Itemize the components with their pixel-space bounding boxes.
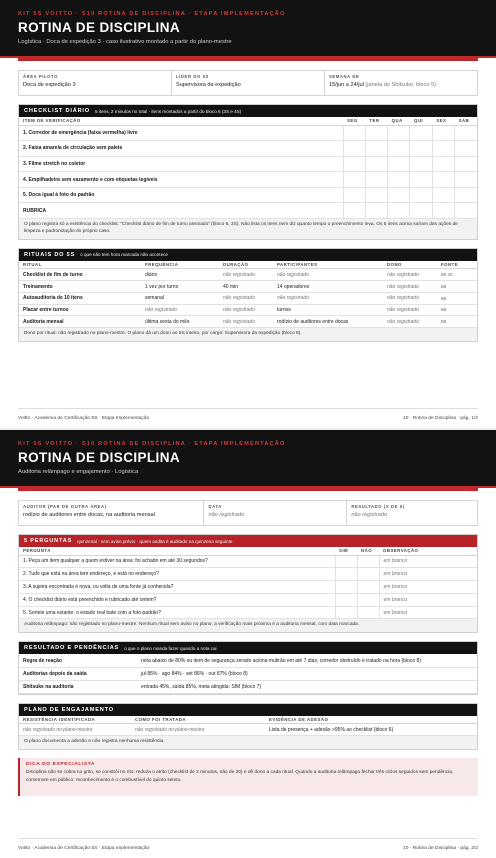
- ritual-participants: 14 operadores: [273, 281, 383, 293]
- check-cell[interactable]: [432, 187, 454, 203]
- check-cell[interactable]: [432, 141, 454, 157]
- meta-bar: [18, 70, 478, 96]
- result-key: Auditorias depois da saída: [19, 667, 137, 680]
- section-subtitle: o que não tem hora marcada não acontece: [80, 252, 168, 258]
- meta-value-main: 15/jun a 24/jul: [329, 82, 364, 88]
- results-section: [18, 641, 478, 695]
- page-title: ROTINA DE DISCIPLINA: [18, 450, 181, 465]
- table-row: [19, 724, 477, 736]
- col-header: SÁB: [455, 117, 477, 125]
- col-header: ITEM DE VERIFICAÇÃO: [19, 117, 343, 125]
- col-header: SEX: [432, 117, 454, 125]
- meta-label: AUDITOR (PAR DE OUTRA ÁREA): [23, 504, 107, 509]
- observation-cell[interactable]: em branco: [379, 568, 477, 581]
- evidence-cell: Lista de presença + adesão >95% ao checklist (bloco 6): [265, 724, 477, 736]
- ritual-frequency: última sexta do mês: [141, 316, 219, 328]
- check-cell[interactable]: [455, 187, 477, 203]
- table-row: [19, 141, 477, 157]
- check-cell[interactable]: [343, 172, 365, 188]
- page-footer: [18, 408, 478, 428]
- check-cell[interactable]: [388, 156, 410, 172]
- ritual-owner: não registrado: [383, 316, 437, 328]
- ritual-owner: não registrado: [383, 292, 437, 304]
- ritual-frequency: 1 vez por turno: [141, 281, 219, 293]
- ritual-duration: não registrado: [219, 292, 273, 304]
- ritual-source: B6 3S: [437, 269, 477, 281]
- check-cell[interactable]: [455, 141, 477, 157]
- ritual-duration: não registrado: [219, 316, 273, 328]
- meta-value: Supervisora da expedição: [176, 82, 241, 88]
- meta-value-extra: (janela do Shitsuke, bloco 5): [363, 82, 436, 88]
- check-cell[interactable]: [365, 203, 387, 219]
- rituals-section: [18, 248, 478, 342]
- check-cell[interactable]: [410, 172, 432, 188]
- col-header: RESISTÊNCIA IDENTIFICADA: [19, 716, 131, 724]
- question-text: 2. Tudo que está na área tem endereço, e está no endereço?: [19, 568, 335, 581]
- section-header: [19, 535, 477, 547]
- meta-date: [204, 501, 347, 525]
- result-value: jul 85% · ago 84% · set 86% · out 87% (bloco 8): [137, 667, 477, 680]
- table-row: [19, 304, 477, 316]
- check-cell[interactable]: [410, 156, 432, 172]
- check-cell[interactable]: [388, 141, 410, 157]
- ritual-name: Autoauditoria de 10 itens: [19, 292, 141, 304]
- check-cell[interactable]: [343, 156, 365, 172]
- check-cell[interactable]: [365, 187, 387, 203]
- kicker: KIT 5S VOITTO · S10 ROTINA DE DISCIPLINA · ETAPA IMPLEMENTAÇÃO: [18, 441, 286, 447]
- ritual-duration: 40 min: [219, 281, 273, 293]
- page-header: [0, 0, 496, 58]
- table-row: [19, 292, 477, 304]
- table-row: [19, 581, 477, 594]
- col-header: FONTE: [437, 261, 477, 269]
- col-header: DURAÇÃO: [219, 261, 273, 269]
- checklist-item: 3. Filme stretch no coletor: [19, 156, 343, 172]
- check-cell[interactable]: [388, 187, 410, 203]
- check-cell[interactable]: [455, 156, 477, 172]
- meta-label: RESULTADO (X DE 5): [351, 504, 405, 509]
- kicker: KIT 5S VOITTO · S10 ROTINA DE DISCIPLINA · ETAPA IMPLEMENTAÇÃO: [18, 11, 286, 17]
- no-cell[interactable]: [357, 555, 379, 568]
- observation-cell[interactable]: em branco: [379, 606, 477, 619]
- check-cell[interactable]: [365, 141, 387, 157]
- divider: [18, 58, 478, 61]
- ritual-participants: rodízio de auditores entre docas: [273, 316, 383, 328]
- checklist-item: 2. Faixa amarela de circulação sem palete: [19, 141, 343, 157]
- check-cell[interactable]: [455, 203, 477, 219]
- meta-value: Doca de expedição 3: [23, 82, 76, 88]
- ritual-frequency: não registrado: [141, 304, 219, 316]
- col-header: QUI: [410, 117, 432, 125]
- page-footer: [18, 838, 478, 858]
- check-cell[interactable]: [455, 125, 477, 141]
- check-cell[interactable]: [410, 187, 432, 203]
- footer-right: 10 · Rotina de Disciplina · pág. 2/2: [402, 846, 478, 851]
- yes-cell[interactable]: [335, 568, 357, 581]
- table-row: [19, 667, 477, 680]
- section-subtitle: 5 itens, 2 minutos no total · itens montados a partir do bloco 6 (3S e 4S): [94, 108, 242, 114]
- table-header: [19, 716, 477, 724]
- question-text: 5. Sorteie uma estante: o estado real bate com a foto-padrão?: [19, 606, 335, 619]
- no-cell[interactable]: [357, 593, 379, 606]
- divider: [18, 488, 478, 491]
- col-header: QUA: [388, 117, 410, 125]
- ritual-participants: turnos: [273, 304, 383, 316]
- footer-left: Voitto · Academia de Certificação 5S · Etapa Implementação: [18, 846, 150, 851]
- check-cell[interactable]: [365, 125, 387, 141]
- col-header: RITUAL: [19, 261, 141, 269]
- check-cell[interactable]: [432, 203, 454, 219]
- ritual-name: Placar entre turnos: [19, 304, 141, 316]
- ritual-participants: não registrado: [273, 292, 383, 304]
- engagement-table: [19, 716, 477, 737]
- checklist-item: 1. Corredor de emergência (faixa vermelha) livre: [19, 125, 343, 141]
- section-title: CHECKLIST DIÁRIO: [24, 108, 90, 114]
- section-subtitle: quinzenal · sem aviso prévio · quem audita é auditado na quinzena seguinte: [77, 538, 233, 544]
- result-value: entrada 45%, saída 85%, meta atingida: SIM (bloco 7): [137, 680, 477, 693]
- col-header: FREQUÊNCIA: [141, 261, 219, 269]
- meta-label: LÍDER DO 5S: [176, 74, 209, 79]
- observation-cell[interactable]: em branco: [379, 593, 477, 606]
- meta-area: [19, 71, 172, 95]
- question-text: 4. O checklist diário está preenchido e rubricado até ontem?: [19, 593, 335, 606]
- meta-bar: [18, 500, 478, 526]
- checklist-note: O plano registra só a existência do checklist: “Checklist diário de fim de turno assinado” (bloco 6, 3S). Não lista os itens nem diz quanto tempo o preenchimento leva. Os 5 itens acima saíram das ações de limpeza e padronização do próprio caso.: [19, 219, 477, 239]
- col-header: DONO: [383, 261, 437, 269]
- check-cell[interactable]: [432, 156, 454, 172]
- meta-label: DATA: [208, 504, 222, 509]
- section-title: RESULTADO E PENDÊNCIAS: [24, 645, 120, 652]
- table-row: [19, 555, 477, 568]
- page-2: [0, 430, 496, 858]
- engagement-section: [18, 703, 478, 750]
- table-header: [19, 261, 477, 269]
- rituals-table: [19, 261, 477, 328]
- ritual-duration: não registrado: [219, 269, 273, 281]
- check-cell[interactable]: [365, 172, 387, 188]
- ritual-frequency: diário: [141, 269, 219, 281]
- table-row: [19, 125, 477, 141]
- checklist-item: RUBRICA: [19, 203, 343, 219]
- table-row: [19, 156, 477, 172]
- table-row: [19, 172, 477, 188]
- page-subtitle: Logística · Doca de expedição 3 · caso ilustrativo montado a partir do plano-mestre: [18, 39, 232, 45]
- engagement-note: O plano documenta a adesão e não registra nenhuma resistência.: [19, 736, 477, 749]
- table-header: [19, 547, 477, 555]
- questions-note: Auditoria relâmpago: não registrado no plano-mestre. Nenhum ritual sem aviso no plano; a verificação mais próxima é a auditoria mensal, com data marcada.: [19, 619, 477, 632]
- table-row: [19, 281, 477, 293]
- section-subtitle: o que o plano manda fazer quando a nota cai: [124, 645, 217, 651]
- col-header: EVIDÊNCIA DE ADESÃO: [265, 716, 477, 724]
- page-1: [0, 0, 496, 428]
- meta-label: ÁREA PILOTO: [23, 74, 58, 79]
- meta-value: não registrado: [208, 512, 245, 518]
- result-key: Shitsuke na auditoria: [19, 680, 137, 693]
- check-cell[interactable]: [410, 203, 432, 219]
- check-cell[interactable]: [410, 125, 432, 141]
- checklist-table: [19, 117, 477, 219]
- check-cell[interactable]: [432, 172, 454, 188]
- results-table: [19, 654, 477, 694]
- col-header: COMO FOI TRATADA: [131, 716, 265, 724]
- question-text: 3. A sujeira encontrada é nova, ou volta de uma fonte já conhecida?: [19, 581, 335, 594]
- result-key: Regra de reação: [19, 654, 137, 667]
- ritual-owner: não registrado: [383, 304, 437, 316]
- ritual-frequency: semanal: [141, 292, 219, 304]
- col-header: TER: [365, 117, 387, 125]
- questions-section: [18, 534, 478, 633]
- yes-cell[interactable]: [335, 581, 357, 594]
- no-cell[interactable]: [357, 606, 379, 619]
- result-value: nota abaixo de 80% ou item de segurança zerado aciona mutirão em até 7 dias; corredor obstruído é tratado na hora (bloco 8): [137, 654, 477, 667]
- page-title: ROTINA DE DISCIPLINA: [18, 20, 181, 35]
- ritual-name: Checklist de fim de turno: [19, 269, 141, 281]
- no-cell[interactable]: [357, 581, 379, 594]
- ritual-owner: não registrado: [383, 269, 437, 281]
- section-header: [19, 105, 477, 117]
- yes-cell[interactable]: [335, 606, 357, 619]
- col-header: SEG: [343, 117, 365, 125]
- check-cell[interactable]: [343, 203, 365, 219]
- tip-text: Disciplina não se cobra no grito, se constrói no rito: reduza o atrito (checklist de 2 minutos, não de 20) e dê dono a cada ritual. Quando a auditoria relâmpago fechar três ciclos seguidos sem pendência, comemore em público: reconhecimento é o combustível do quinto senso.: [26, 770, 454, 783]
- table-row: [19, 654, 477, 667]
- table-row: [19, 316, 477, 328]
- meta-value: rodízio de auditores entre docas, na auditoria mensal: [23, 512, 155, 518]
- meta-week: [325, 71, 477, 95]
- check-cell[interactable]: [432, 125, 454, 141]
- ritual-duration: não registrado: [219, 304, 273, 316]
- section-header: [19, 704, 477, 716]
- check-cell[interactable]: [365, 156, 387, 172]
- meta-value: [329, 82, 473, 88]
- check-cell[interactable]: [410, 141, 432, 157]
- checklist-item: 5. Doca igual à foto do padrão: [19, 187, 343, 203]
- question-text: 1. Peça um item qualquer a quem estiver na área: foi achado em até 30 segundos?: [19, 555, 335, 568]
- section-header: [19, 642, 477, 654]
- col-header: PARTICIPANTES: [273, 261, 383, 269]
- page-subtitle: Auditoria relâmpago e engajamento · Logística: [18, 469, 139, 475]
- check-cell[interactable]: [343, 187, 365, 203]
- table-row: [19, 606, 477, 619]
- table-row: [19, 269, 477, 281]
- expert-tip: [18, 758, 478, 796]
- col-header: PERGUNTA: [19, 547, 335, 555]
- observation-cell[interactable]: em branco: [379, 581, 477, 594]
- ritual-participants: não registrado: [273, 269, 383, 281]
- ritual-source: B6: [437, 304, 477, 316]
- check-cell[interactable]: [388, 203, 410, 219]
- table-row: [19, 203, 477, 219]
- check-cell[interactable]: [343, 125, 365, 141]
- table-row: [19, 680, 477, 693]
- ritual-name: Treinamento: [19, 281, 141, 293]
- no-cell[interactable]: [357, 568, 379, 581]
- questions-table: [19, 547, 477, 619]
- meta-value: não registrado: [351, 512, 388, 518]
- section-title: PLANO DE ENGAJAMENTO: [24, 706, 114, 713]
- section-header: [19, 249, 477, 261]
- section-title: RITUAIS DO 5S: [24, 251, 76, 258]
- col-header: NÃO: [357, 547, 379, 555]
- rituals-note: Dono por ritual: não registrado no plano-mestre. O plano dá um dono ao 5S inteiro, por cargo: Supervisora da expedição (bloco 8).: [19, 328, 477, 341]
- meta-leader: [172, 71, 325, 95]
- tip-title: DICA DO ESPECIALISTA: [26, 762, 96, 768]
- meta-auditor: [19, 501, 204, 525]
- check-cell[interactable]: [388, 172, 410, 188]
- ritual-source: B8: [437, 316, 477, 328]
- treatment-cell: não registrado no plano-mestre: [131, 724, 265, 736]
- yes-cell[interactable]: [335, 555, 357, 568]
- checklist-item: 4. Empilhadeira sem vazamento e com etiquetas legíveis: [19, 172, 343, 188]
- yes-cell[interactable]: [335, 593, 357, 606]
- ritual-owner: não registrado: [383, 281, 437, 293]
- table-row: [19, 187, 477, 203]
- col-header: SIM: [335, 547, 357, 555]
- meta-label: SEMANA DE: [329, 74, 360, 79]
- check-cell[interactable]: [343, 141, 365, 157]
- checklist-section: [18, 104, 478, 240]
- page-header: [0, 430, 496, 488]
- meta-result: [347, 501, 477, 525]
- table-row: [19, 593, 477, 606]
- resistance-cell: não registrado no plano-mestre: [19, 724, 131, 736]
- ritual-source: B6: [437, 292, 477, 304]
- col-header: OBSERVAÇÃO: [379, 547, 477, 555]
- ritual-source: B6: [437, 281, 477, 293]
- section-title: 5 PERGUNTAS: [24, 538, 73, 544]
- check-cell[interactable]: [455, 172, 477, 188]
- footer-right: 10 · Rotina de Disciplina · pág. 1/2: [402, 416, 478, 421]
- table-header: [19, 117, 477, 125]
- table-row: [19, 568, 477, 581]
- footer-left: Voitto · Academia de Certificação 5S · Etapa Implementação: [18, 416, 150, 421]
- check-cell[interactable]: [388, 125, 410, 141]
- observation-cell[interactable]: em branco: [379, 555, 477, 568]
- ritual-name: Auditoria mensal: [19, 316, 141, 328]
